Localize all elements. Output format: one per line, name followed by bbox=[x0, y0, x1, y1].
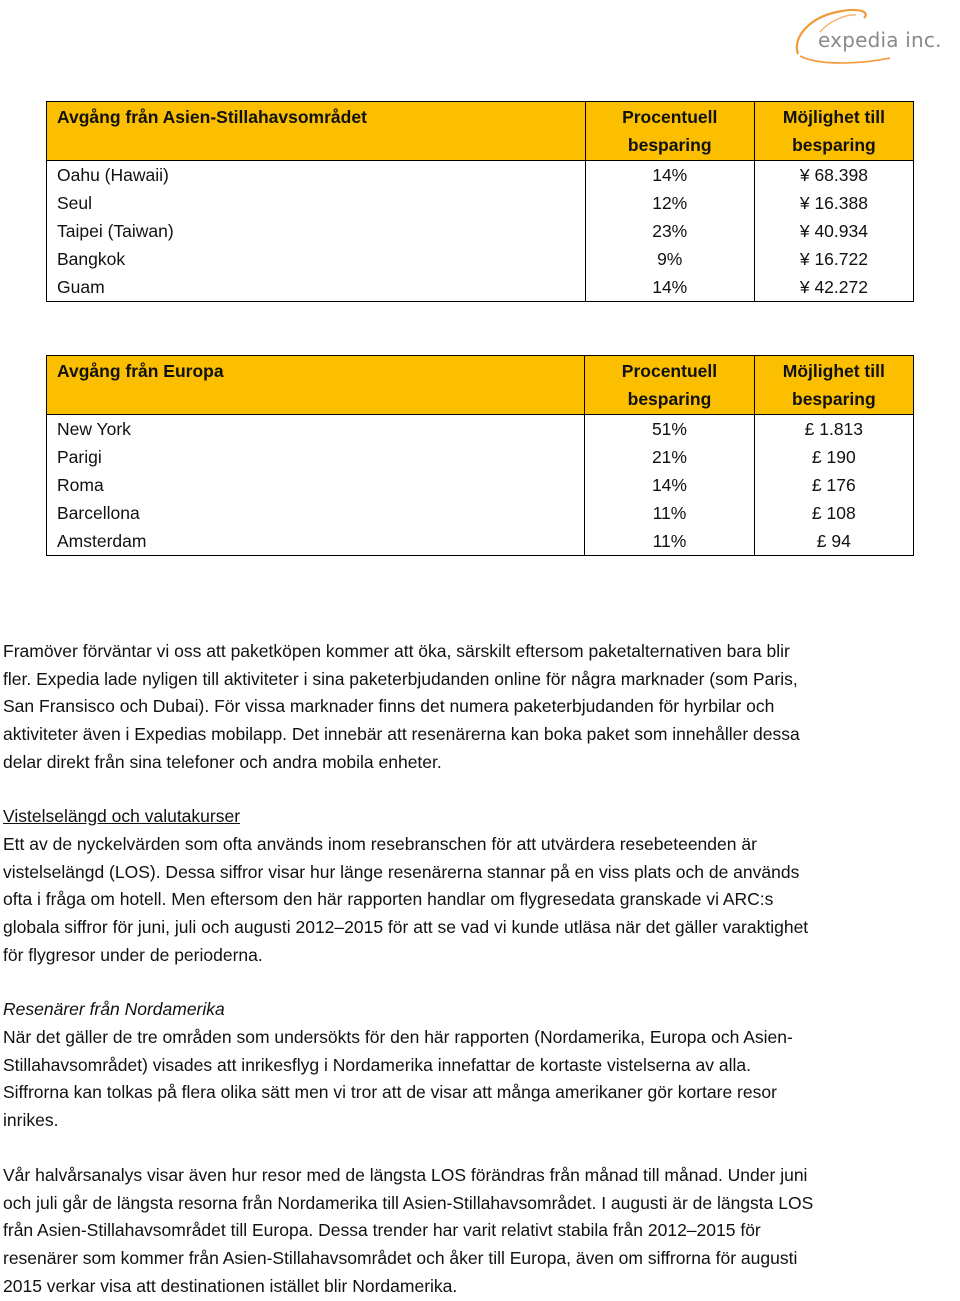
header-possible-saving: Möjlighet till besparing bbox=[754, 356, 913, 415]
heading-north-america: Resenärer från Nordamerika bbox=[3, 999, 225, 1019]
paragraph-package-outlook: Framöver förväntar vi oss att paketköpen kommer att öka, särskilt eftersom paketalternativen bara blir fler. Expedia lade nyligen till aktiviteter i sina paketerbjudanden online för några marknader (som Paris, San Fransisco och Dubai). För vissa marknader finns det numera paketerbjudanden för hyrbilar och aktiviteter även i Expedias mobilapp. Det innebär att resenärerna kan boka paket som innehåller dessa delar direkt från sina telefoner och andra mobila enheter. bbox=[3, 641, 800, 772]
percent-cell: 21% bbox=[585, 443, 754, 471]
amount-cell: ¥ 40.934 bbox=[754, 217, 913, 245]
table-row bbox=[47, 443, 914, 471]
logo-text: expedia inc. bbox=[818, 28, 942, 52]
destination-cell: Amsterdam bbox=[47, 527, 585, 556]
table-row bbox=[47, 471, 914, 499]
europe-savings-table bbox=[46, 355, 914, 556]
table-row bbox=[47, 499, 914, 527]
paragraph-length-of-stay: Ett av de nyckelvärden som ofta används inom resebranschen för att utvärdera resebeteenden är vistelselängd (LOS). Dessa siffror visar hur länge resenärerna stannar på en viss plats och de används ofta i fråga om hotell. Men eftersom den här rapporten handlar om flygresedata granskade vi ARC:s globala siffror för juni, juli och augusti 2012–2015 för att se vad vi kunde utläsa när det gäller varaktighet för flygresor under de perioderna. bbox=[3, 834, 809, 965]
destination-cell: New York bbox=[47, 415, 585, 444]
amount-cell: £ 108 bbox=[754, 499, 913, 527]
amount-cell: ¥ 42.272 bbox=[754, 273, 913, 302]
header-percent-saving: Procentuell besparing bbox=[585, 102, 754, 161]
destination-cell: Parigi bbox=[47, 443, 585, 471]
header-departure: Avgång från Asien-Stillahavsområdet bbox=[47, 102, 586, 161]
percent-cell: 9% bbox=[585, 245, 754, 273]
percent-cell: 14% bbox=[585, 273, 754, 302]
destination-cell: Barcellona bbox=[47, 499, 585, 527]
destination-cell: Bangkok bbox=[47, 245, 586, 273]
asia-pacific-savings-table bbox=[46, 101, 914, 302]
destination-cell: Seul bbox=[47, 189, 586, 217]
percent-cell: 23% bbox=[585, 217, 754, 245]
table-row bbox=[47, 245, 914, 273]
destination-cell: Oahu (Hawaii) bbox=[47, 161, 586, 190]
header-percent-saving: Procentuell besparing bbox=[585, 356, 754, 415]
percent-cell: 11% bbox=[585, 527, 754, 556]
amount-cell: £ 94 bbox=[754, 527, 913, 556]
amount-cell: £ 176 bbox=[754, 471, 913, 499]
paragraph-half-year-analysis: Vår halvårsanalys visar även hur resor med de längsta LOS förändras från månad till månad. Under juni och juli går de längsta resorna från Nordamerika till Asien-Stillahavsområdet. I augusti är de längsta LOS från Asien-Stillahavsområdet till Europa. Dessa trender har varit relativt stabila från 2012–2015 för resenärer som kommer från Asien-Stillahavsområdet och åker till Europa, även om siffrorna för augusti 2015 verkar visa att destinationen istället blir Nordamerika. bbox=[3, 1165, 814, 1296]
header-possible-saving: Möjlighet till besparing bbox=[754, 102, 913, 161]
table-header-row bbox=[47, 102, 914, 161]
table-header-row bbox=[47, 356, 914, 415]
header-departure: Avgång från Europa bbox=[47, 356, 585, 415]
amount-cell: ¥ 16.388 bbox=[754, 189, 913, 217]
paragraph-north-america: När det gäller de tre områden som undersökts för den här rapporten (Nordamerika, Europa och Asien- Stillahavsområdet) visades att inrikesflyg i Nordamerika innefattar de kortaste vistelserna av alla. Siffrorna kan tolkas på flera olika sätt men vi tror att de visar att många amerikaner gör kortare resor inrikes. bbox=[3, 1027, 793, 1131]
table-row bbox=[47, 415, 914, 444]
table-row bbox=[47, 161, 914, 190]
amount-cell: ¥ 16.722 bbox=[754, 245, 913, 273]
table-row bbox=[47, 217, 914, 245]
heading-length-of-stay: Vistelselängd och valutakurser bbox=[3, 806, 241, 826]
percent-cell: 14% bbox=[585, 161, 754, 190]
expedia-logo bbox=[790, 2, 960, 68]
percent-cell: 51% bbox=[585, 415, 754, 444]
table-row bbox=[47, 527, 914, 556]
table-row bbox=[47, 273, 914, 302]
amount-cell: £ 190 bbox=[754, 443, 913, 471]
destination-cell: Taipei (Taiwan) bbox=[47, 217, 586, 245]
percent-cell: 11% bbox=[585, 499, 754, 527]
amount-cell: £ 1.813 bbox=[754, 415, 913, 444]
destination-cell: Roma bbox=[47, 471, 585, 499]
table-row bbox=[47, 189, 914, 217]
percent-cell: 14% bbox=[585, 471, 754, 499]
amount-cell: ¥ 68.398 bbox=[754, 161, 913, 190]
percent-cell: 12% bbox=[585, 189, 754, 217]
destination-cell: Guam bbox=[47, 273, 586, 302]
